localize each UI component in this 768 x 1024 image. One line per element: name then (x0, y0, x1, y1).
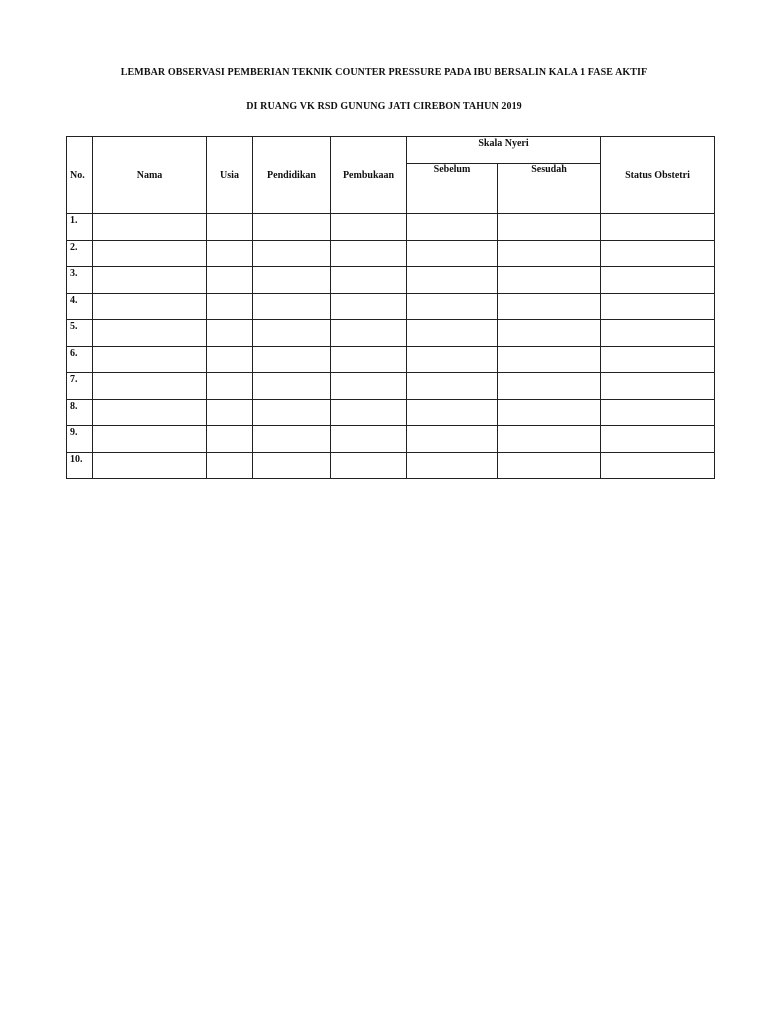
cell-pembukaan (331, 240, 407, 267)
cell-sesudah (498, 399, 601, 426)
table-row (67, 399, 715, 426)
cell-pembukaan (331, 267, 407, 294)
cell-sesudah (498, 373, 601, 400)
cell-status-obstetri (601, 399, 715, 426)
observation-table (66, 136, 715, 479)
row-number: 9. (67, 426, 93, 453)
table-row (67, 320, 715, 347)
row-number: 2. (67, 240, 93, 267)
header-pendidikan: Pendidikan (253, 137, 331, 214)
cell-status-obstetri (601, 293, 715, 320)
cell-pendidikan (253, 452, 331, 479)
cell-status-obstetri (601, 267, 715, 294)
cell-pendidikan (253, 240, 331, 267)
cell-nama (93, 426, 207, 453)
cell-nama (93, 346, 207, 373)
cell-sesudah (498, 293, 601, 320)
cell-status-obstetri (601, 346, 715, 373)
cell-pendidikan (253, 214, 331, 241)
cell-pendidikan (253, 320, 331, 347)
cell-sesudah (498, 320, 601, 347)
header-status-obstetri: Status Obstetri (601, 137, 715, 214)
cell-sebelum (407, 346, 498, 373)
cell-nama (93, 293, 207, 320)
cell-nama (93, 240, 207, 267)
table-row (67, 214, 715, 241)
document-subtitle: DI RUANG VK RSD GUNUNG JATI CIREBON TAHUN 2019 (246, 101, 522, 112)
cell-status-obstetri (601, 240, 715, 267)
cell-sesudah (498, 214, 601, 241)
cell-pembukaan (331, 320, 407, 347)
cell-usia (207, 240, 253, 267)
cell-usia (207, 346, 253, 373)
cell-pendidikan (253, 426, 331, 453)
cell-usia (207, 267, 253, 294)
cell-sebelum (407, 214, 498, 241)
row-number: 4. (67, 293, 93, 320)
cell-status-obstetri (601, 320, 715, 347)
cell-sesudah (498, 346, 601, 373)
cell-nama (93, 320, 207, 347)
cell-sebelum (407, 373, 498, 400)
header-nama: Nama (93, 137, 207, 214)
cell-sebelum (407, 267, 498, 294)
cell-usia (207, 399, 253, 426)
cell-usia (207, 426, 253, 453)
cell-sebelum (407, 399, 498, 426)
cell-usia (207, 214, 253, 241)
table-body (67, 214, 715, 479)
cell-pendidikan (253, 293, 331, 320)
cell-sebelum (407, 320, 498, 347)
cell-sebelum (407, 293, 498, 320)
table-row (67, 240, 715, 267)
cell-status-obstetri (601, 452, 715, 479)
cell-status-obstetri (601, 426, 715, 453)
cell-usia (207, 320, 253, 347)
table-row (67, 346, 715, 373)
cell-sebelum (407, 240, 498, 267)
row-number: 8. (67, 399, 93, 426)
cell-usia (207, 373, 253, 400)
header-pembukaan: Pembukaan (331, 137, 407, 214)
header-usia: Usia (207, 137, 253, 214)
cell-sesudah (498, 452, 601, 479)
table-row (67, 426, 715, 453)
table-row (67, 293, 715, 320)
cell-nama (93, 373, 207, 400)
header-sebelum: Sebelum (407, 164, 498, 214)
header-sesudah: Sesudah (498, 164, 601, 214)
cell-usia (207, 452, 253, 479)
row-number: 1. (67, 214, 93, 241)
table-row (67, 373, 715, 400)
header-no: No. (67, 137, 93, 214)
cell-sebelum (407, 452, 498, 479)
cell-nama (93, 452, 207, 479)
cell-pendidikan (253, 373, 331, 400)
cell-status-obstetri (601, 214, 715, 241)
document-title: LEMBAR OBSERVASI PEMBERIAN TEKNIK COUNTER PRESSURE PADA IBU BERSALIN KALA 1 FASE AKTIF (120, 67, 648, 78)
cell-sesudah (498, 267, 601, 294)
cell-pembukaan (331, 293, 407, 320)
cell-pembukaan (331, 426, 407, 453)
cell-pembukaan (331, 214, 407, 241)
cell-status-obstetri (601, 373, 715, 400)
row-number: 5. (67, 320, 93, 347)
row-number: 10. (67, 452, 93, 479)
cell-pendidikan (253, 346, 331, 373)
cell-pembukaan (331, 452, 407, 479)
cell-pembukaan (331, 399, 407, 426)
cell-nama (93, 267, 207, 294)
row-number: 7. (67, 373, 93, 400)
cell-nama (93, 214, 207, 241)
cell-sesudah (498, 240, 601, 267)
cell-sesudah (498, 426, 601, 453)
cell-pembukaan (331, 346, 407, 373)
cell-pendidikan (253, 399, 331, 426)
row-number: 3. (67, 267, 93, 294)
header-skala-nyeri: Skala Nyeri (407, 137, 601, 164)
table-row (67, 452, 715, 479)
cell-pendidikan (253, 267, 331, 294)
row-number: 6. (67, 346, 93, 373)
table-row (67, 267, 715, 294)
cell-sebelum (407, 426, 498, 453)
cell-pembukaan (331, 373, 407, 400)
cell-nama (93, 399, 207, 426)
cell-usia (207, 293, 253, 320)
